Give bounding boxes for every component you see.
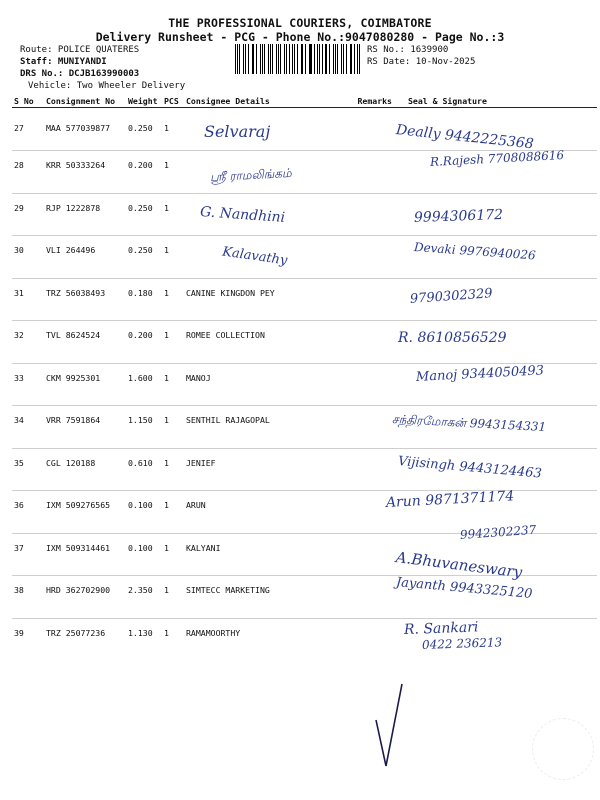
cell-pcs: 1 — [162, 236, 184, 279]
cell-consignment: RJP 1222878 — [44, 193, 126, 236]
barcode-bar — [245, 44, 246, 74]
cell-consignment: VRR 7591864 — [44, 406, 126, 449]
cell-consignment: TRZ 25077236 — [46, 627, 106, 638]
cell-consignment: KRR 50333264 — [44, 151, 126, 194]
cell-sno: 32 — [12, 321, 44, 364]
col-consignment: Consignment No — [44, 94, 126, 108]
barcode — [235, 44, 362, 74]
cell-consignee: JENIEF — [184, 448, 344, 491]
cell-sno: 34 — [12, 406, 44, 449]
cell-weight: 0.200 — [126, 321, 162, 364]
table-row — [12, 278, 597, 321]
signature: Arun 9871371174 — [385, 488, 515, 511]
barcode-bar — [292, 44, 293, 74]
cell-remarks — [344, 448, 394, 491]
barcode-bar — [256, 44, 257, 74]
barcode-bar — [235, 44, 236, 74]
cell-sno: 38 — [12, 576, 44, 619]
cell-consignment: MAA 577039877 — [44, 108, 126, 151]
barcode-bar — [272, 44, 273, 74]
handwritten-name: Selvaraj — [204, 122, 271, 141]
cell-consignment: VLI 264496 — [44, 236, 126, 279]
cell-weight: 0.250 — [126, 193, 162, 236]
cell-remarks — [344, 193, 394, 236]
runsheet-subtitle: Delivery Runsheet - PCG - Phone No.:9047080280 - Page No.:3 — [95, 30, 505, 44]
cell-consignee: MANOJ — [184, 363, 344, 406]
handwritten-name: G. Nandhini — [199, 204, 286, 226]
cell-sno: 28 — [12, 151, 44, 194]
rs-number: RS No.: 1639900 — [367, 45, 449, 55]
cell-remarks — [344, 363, 394, 406]
company-title: THE PROFESSIONAL COURIERS, COIMBATORE — [168, 16, 432, 30]
cell-pcs: 1 — [162, 448, 184, 491]
cell-weight: 2.350 — [126, 576, 162, 619]
signature: 9942302237 — [459, 522, 537, 542]
barcode-bar — [310, 44, 311, 74]
signature: 9790302329 — [409, 286, 494, 307]
cell-weight: 0.180 — [126, 278, 162, 321]
col-consignee: Consignee Details — [184, 94, 344, 108]
rs-date: RS Date: 10-Nov-2025 — [367, 57, 476, 67]
staff-label: Staff: MUNIYANDI — [20, 57, 107, 67]
cell-consignment: CGL 120188 — [44, 448, 126, 491]
col-sno: S No — [12, 94, 44, 108]
cell-sno: 37 — [12, 533, 44, 576]
cell-pcs: 1 — [164, 627, 169, 638]
cell-weight: 1.150 — [126, 406, 162, 449]
cell-weight: 0.100 — [126, 491, 162, 534]
barcode-bar — [341, 44, 342, 74]
cell-weight: 0.100 — [126, 533, 162, 576]
cell-consignee: RAMAMOORTHY — [186, 627, 241, 638]
barcode-bar — [243, 44, 244, 74]
barcode-bar — [264, 44, 265, 74]
signature: சந்திரமோகன் 9943154331 — [391, 412, 547, 435]
check-mark-icon — [372, 680, 412, 770]
signature: Vijisingh 9443124463 — [397, 454, 543, 482]
cell-consignee: CANINE KINGDON PEY — [184, 278, 344, 321]
barcode-bar — [297, 44, 298, 74]
table-header-row — [12, 94, 597, 108]
cell-consignee: ARUN — [184, 491, 344, 534]
handwritten-name: Kalavathy — [221, 244, 289, 269]
barcode-bar — [280, 44, 281, 74]
barcode-bar — [260, 44, 261, 74]
signature: A.Bhuvaneswary — [394, 548, 524, 582]
barcode-bar — [359, 44, 360, 74]
cell-weight: 1.600 — [126, 363, 162, 406]
cell-pcs: 1 — [162, 363, 184, 406]
table-row — [12, 321, 597, 364]
signature: Devaki 9976940026 — [413, 240, 537, 263]
col-remarks: Remarks — [344, 94, 394, 108]
cell-sno: 31 — [12, 278, 44, 321]
cell-remarks — [344, 278, 394, 321]
cell-consignment: IXM 509314461 — [44, 533, 126, 576]
barcode-bar — [326, 44, 327, 74]
barcode-bar — [284, 44, 285, 74]
barcode-bar — [319, 44, 320, 74]
stamp-mark — [532, 718, 594, 780]
cell-remarks — [344, 108, 394, 151]
cell-consignment: HRD 362702900 — [44, 576, 126, 619]
cell-consignment: IXM 509276565 — [44, 491, 126, 534]
cell-consignee: SIMTECC MARKETING — [184, 576, 344, 619]
cell-pcs: 1 — [162, 278, 184, 321]
cell-consignment: TRZ 56038493 — [44, 278, 126, 321]
cell-remarks — [344, 618, 394, 660]
signature: R. 8610856529 — [398, 330, 507, 346]
cell-sno: 30 — [12, 236, 44, 279]
cell-weight: 0.250 — [126, 108, 162, 151]
cell-consignee: ROMEE COLLECTION — [184, 321, 344, 364]
cell-pcs: 1 — [162, 491, 184, 534]
barcode-bar — [329, 44, 330, 74]
cell-consignee: SENTHIL RAJAGOPAL — [184, 406, 344, 449]
table-row — [12, 618, 597, 660]
signature: R.Rajesh 7708088616 — [429, 147, 565, 169]
cell-sno: 29 — [12, 193, 44, 236]
cell-consignment: CKM 9925301 — [44, 363, 126, 406]
cell-consignment: TVL 8624524 — [44, 321, 126, 364]
cell-sno: 27 — [12, 108, 44, 151]
cell-consignee: KALYANI — [184, 533, 344, 576]
barcode-bar — [343, 44, 344, 74]
col-pcs: PCS — [162, 94, 184, 108]
cell-weight: 0.610 — [126, 448, 162, 491]
route-label: Route: POLICE QUATERES — [20, 45, 140, 55]
cell-weight: 0.250 — [126, 236, 162, 279]
signature: Jayanth 9943325120 — [395, 575, 534, 602]
cell-remarks — [344, 321, 394, 364]
cell-remarks — [344, 406, 394, 449]
handwritten-name: ஸ்ரீ ராமலிங்கம் — [209, 165, 292, 185]
cell-pcs: 1 — [162, 533, 184, 576]
drs-number: DRS No.: DCJB163990003 — [20, 69, 140, 79]
signature: 0422 236213 — [421, 635, 503, 652]
cell-sno: 35 — [12, 448, 44, 491]
vehicle-label: Vehicle: Two Wheeler Delivery — [28, 81, 186, 91]
cell-sno: 36 — [12, 491, 44, 534]
cell-pcs: 1 — [162, 576, 184, 619]
signature: Manoj 9344050493 — [415, 363, 545, 385]
cell-pcs: 1 — [162, 321, 184, 364]
cell-weight: 0.200 — [126, 151, 162, 194]
cell-remarks — [344, 576, 394, 619]
cell-remarks — [344, 533, 394, 576]
cell-pcs: 1 — [162, 406, 184, 449]
cell-remarks — [344, 236, 394, 279]
col-weight: Weight — [126, 94, 162, 108]
barcode-bar — [305, 44, 306, 74]
cell-pcs: 1 — [162, 151, 184, 194]
cell-sno: 39 — [14, 627, 24, 638]
barcode-bar — [351, 44, 352, 74]
cell-remarks — [344, 151, 394, 194]
cell-sno: 33 — [12, 363, 44, 406]
col-seal-signature: Seal & Signature — [394, 94, 597, 108]
cell-pcs: 1 — [162, 193, 184, 236]
signature: R. Sankari — [403, 619, 479, 638]
signature: Deally 9442225368 — [395, 122, 535, 153]
table-row — [12, 193, 597, 236]
cell-pcs: 1 — [162, 108, 184, 151]
cell-weight: 1.130 — [128, 627, 153, 638]
signature: 9994306172 — [413, 206, 504, 226]
